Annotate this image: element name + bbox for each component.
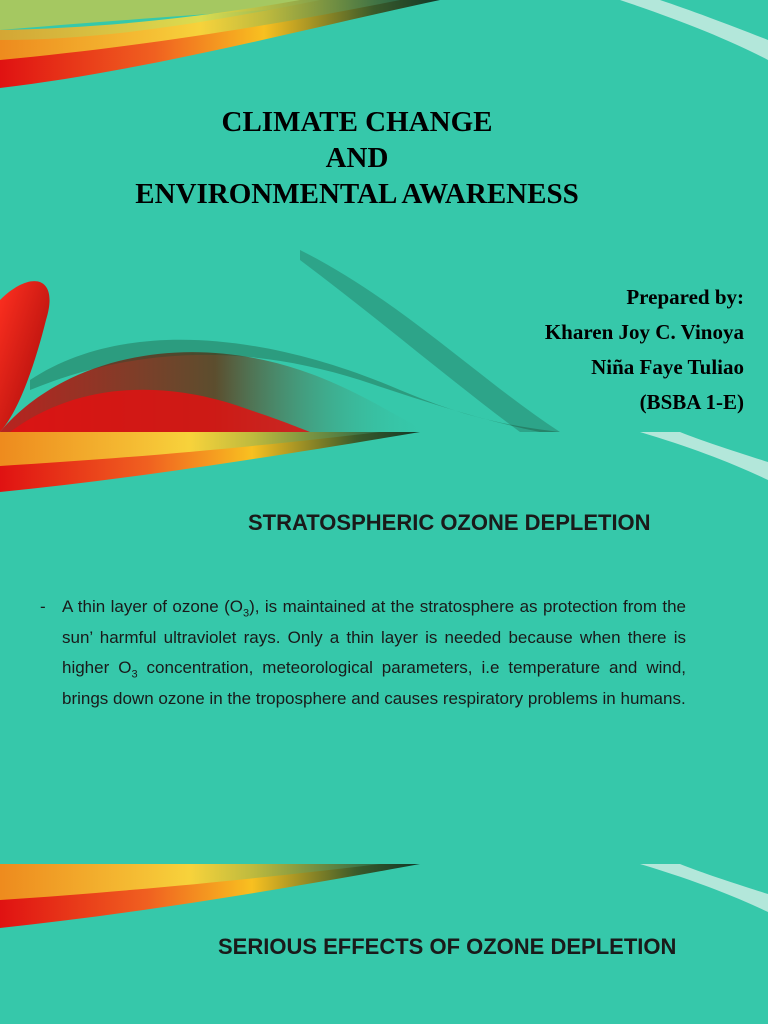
slide-heading: STRATOSPHERIC OZONE DEPLETION — [248, 510, 651, 535]
section-label: (BSBA 1-E) — [639, 390, 744, 414]
effects-slide — [0, 864, 768, 1024]
slide-title — [0, 104, 714, 212]
prepared-by-label: Prepared by: — [626, 285, 744, 309]
bullet-item — [40, 592, 686, 714]
prepared-by-block — [545, 280, 744, 420]
ozone-depletion-slide — [0, 432, 768, 864]
title-slide — [0, 0, 768, 432]
title-line-3: ENVIRONMENTAL AWARENESS — [135, 178, 579, 210]
author-1: Kharen Joy C. Vinoya — [544, 320, 744, 344]
top-swoosh-decoration — [0, 432, 768, 512]
top-swoosh-decoration — [0, 864, 768, 944]
title-line-1: CLIMATE CHANGE — [221, 106, 493, 138]
slide-heading: SERIOUS EFFECTS OF OZONE DEPLETION — [218, 934, 677, 959]
title-line-2: AND — [325, 142, 389, 174]
bullet-text: A thin layer of ozone $(O_3)$, is maintained at the stratosphere as protection from the sun’ harmful ultraviolet rays. Only a thin layer is needed because when there is higher $O_3$ concentration, meteorological parameters, i.e temperature and wind, brings down ozone in the troposphere and causes respiratory problems in humans. — [62, 597, 687, 708]
bullet-marker: - — [40, 597, 46, 616]
author-2: Niña Faye Tuliao — [591, 355, 744, 379]
